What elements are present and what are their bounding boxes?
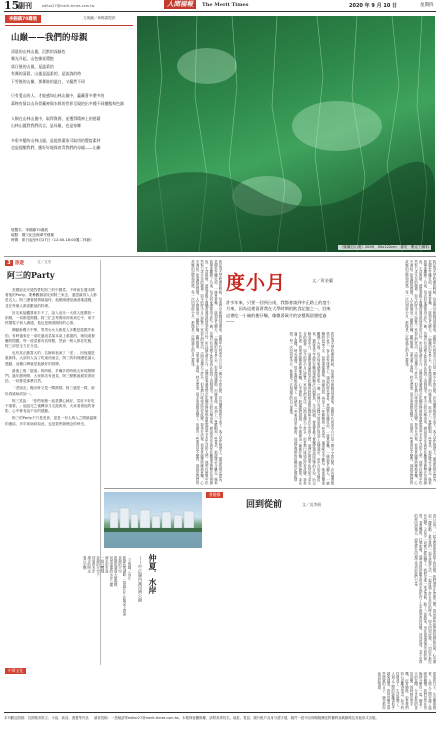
photo-poem-line: 藍綠的湖面大廈倒映 — [113, 556, 118, 587]
skyline-graphic — [104, 492, 202, 548]
main-title: 度小月 — [226, 272, 287, 294]
header-email: editor27@merit-times.com.tw — [42, 4, 95, 8]
poem-top-rule — [5, 25, 133, 26]
poem-line: 也是提醒我們，應好好地保育青我們的母親——山巔 — [11, 145, 101, 151]
poem-line — [11, 85, 131, 92]
main-byline: 文／黃金蘭 — [312, 278, 333, 283]
photo-poem-line: 湖水的時光 — [86, 556, 91, 573]
photo-poem-line: 藍綠色的湖畔 一群群仔仔 在陽光下閃著 — [122, 556, 126, 616]
main-body-right: 我記得大學時期的時候，每逢有空就跑到這裡來，那個年代的度小月只是一間小小的店面，店內擺著幾張小桌子，客人坐在矮凳上，頭頂的燈光昏黃。老闆坐在爐灶前，一邊煮著麵，一邊和客人聊天。一碗麵的份量不多，但是湯頭濃郁，肉燥香甜，再加上一隻鮮蝦和一些香菜，那滋味至今難忘。後來我畢業離開了台南，每次回來總要再去吃一碗，彷彿只有這樣才算是真正回到了這個城市。度小月的名稱由來，據說是早年漁民在颱風季節無法出海捕魚，生活困頓，便挑著擔子賣麵度過這段淡季的月份，所以稱為度小月。這個故事讓我每次吃麵的時候都會想起那些辛苦生活的人們，他們在困境中依然努力求生存的精神。如今的度小月已經是一家知名的老店，店面也擴大了許多，但是那口味始終沒有改變。我坐在店裡，看著老師傅熟練地煮麵，心中湧起一股溫暖的感覺。人生就像這一碗擔仔麵，雖然簡單，卻充滿了滋味。時光流逝，很多事情都改變了，但總有一些東西是不變的，那就是我們對故鄉的記憶和情感。每一次回到度小月，都像是一次與過去的自己重逢。 — [404, 260, 436, 485]
photo-poem-byline: 文與圖／黃正 — [128, 558, 132, 580]
left-paragraph: 最後上幾「甜湯」的時候，多嘴多的時候大家再開開門。過年節時間，大家都各有意見，阿三默默地微笑著收拾，一切都是那麼自然。 — [5, 368, 95, 384]
left-title: 阿三的Party — [7, 270, 55, 280]
mid-section-divider — [104, 488, 436, 489]
poem-line: 山林山嵐對我們而言，是母親，也是家鄉 — [11, 122, 82, 128]
photo-poem-line: 河堤遠處的水岸公園 — [108, 556, 113, 587]
header-weekday: 星期四 — [420, 3, 434, 8]
exhibit-place: 地點：國父紀念館翠亨藝廊 — [11, 233, 55, 237]
photo-image — [104, 492, 202, 548]
header-date: 2020 年 9 月 10 日 — [349, 3, 398, 9]
main-body-mid: 我記得大學時期的時候，每逢有空就跑到這裡來，那個年代的度小月只是一間小小的店面，店內擺著幾張小桌子，客人坐在矮凳上，頭頂的燈光昏黃。老闆坐在爐灶前，一邊煮著麵，一邊和客人聊天。一碗麵的份量不多，但是湯頭濃郁，肉燥香甜，再加上一隻鮮蝦和一些香菜，那滋味至今難忘。後來我畢業離開了台南，每次回來總要再去吃一碗，彷彿只有這樣才算是真正回到了這個城市。度小月的名稱由來，據說是早年漁民在颱風季節無法出海捕魚，生活困頓，便挑著擔子賣麵度過這段淡季的月份，所以稱為度小月。這個故事讓我每次吃麵的時候都會想起那些辛苦生活的人們，他們在困境中依然努力求生存的精神。如今的度小月已經是一家知名的老店，店面也擴大了許多，但是那口味始終沒有改變。我坐在店裡，看著老師傅熟練地煮麵，心中湧起一股溫暖的感覺。人生就像這一碗擔仔麵，雖然簡單，卻充滿了滋味。時光流逝，很多事情都改變了，但總有一些東西是不變的，那就是我們對故鄉的記憶和情感。每一次回到度小月，都像是一次與過去的自己重逢。 — [288, 332, 334, 485]
masthead-en: The Merit Times — [202, 2, 249, 8]
photo-poem-line: 炎熱的天空 — [117, 556, 122, 573]
photo-poem-line: 一群白鷺飛 — [99, 556, 104, 573]
left-tag-num: 3 — [5, 260, 13, 266]
photo-poem-line: 夏日記憶 — [82, 556, 87, 570]
left-paragraph: 美國朋友安德烈愛吃阿三的中國菜，不時會在週末開著他的Party。要參觀個朋友到阿三家去，還認識得人人都是名人。阿三總會熱情地接待，他眼睛總是滿意地遠眺，並在每個人都喜歡他的料理。 — [5, 288, 97, 308]
left-paragraph: 阿三的Party不只是美食，更是一份人與人之間最溫暖的連結，多年來始終如此，也是我們最懷念的時光。 — [5, 416, 97, 426]
poem-lines — [11, 48, 131, 151]
painting-caption: 《綠翼幻山境》2009．50x122cm．書布．壓克力顏料 — [339, 245, 429, 249]
left-paragraph: 好友來接觸我來半不了，說入這末一大堆人進開放一兩樣，一切都很熱鬧。阿三忙去每間房再來到它中，來不停撥電子和人溝通，他也是懷著期待的心情。 — [5, 310, 95, 326]
poem-line: 落日後的山嵐，是溫柔的 — [11, 63, 54, 69]
poem-tag: 李錫鎮70壽展 — [5, 15, 41, 23]
poem-line: 霧光升起，山色綿延環抱 — [11, 56, 54, 62]
poem-line: 人類在山林山嵐中，取得資源，並獲得精神上的慰藉 — [11, 115, 101, 121]
photo-poem-line: 炎熱的天空下 — [95, 556, 100, 577]
masthead: 人間福報 — [164, 0, 196, 9]
footer-info: 本刊歡迎投稿：長期徵求散文、小說、新詩、漫畫等作品 — [4, 716, 89, 720]
right-tag-label: 書藝緣 — [209, 492, 221, 497]
page-number: 15 — [4, 0, 20, 12]
right-byline: 文／吳李娟 — [302, 502, 321, 507]
poem-line: 多彩多變的山林山嵐，是提供畫家可取用的豐富素材 — [11, 137, 101, 143]
exhibit-name: 展覽名：李錫鎮70壽展 — [11, 228, 48, 232]
right-article — [206, 492, 436, 668]
right-body: 春日出外，一起去看看從前留下的回憶，我們漫步在老街之間，看見那些熟悉的招牌和店面，心中湧起一陣感動。當年我們一起在這裡生活，一起度過了許多美好的時光。如今回到這裡，一切似乎都沒有改變，又似乎一切都已經改變了。我們走進一家老茶館，點了一壺熱茶，坐在窗邊看著外面的街景。茶香飄散，往事如煙，那些曾經的歡笑和淚水都化作了心中最珍貴的回憶。回到從前，並不是真的要回到過去，而是要在回憶中找到前進的力量。 — [413, 514, 436, 664]
left-byline: 文／文冬 — [37, 260, 52, 264]
footer — [4, 712, 436, 733]
exhibit-time: 時間：即日起至9月27日（12:00-18:00週二休館） — [11, 238, 94, 242]
right-title: 回到從前 — [246, 500, 283, 510]
poem-line: 下雪後的山巔，那暈眩的溫白，又瘋然不同 — [11, 78, 85, 84]
poem-line: 只有愛山的人，才能感知山林山嵐中，蘊藏著多麼多的 — [11, 93, 105, 99]
left-paragraph: 阿三笑說：「你們來聚一起是開心就好，菜好不好吃不重要。」他說完之後轉身又走進廚房，大家看著他的背影，心中都有說不出的感動。 — [5, 398, 95, 414]
left-tag: 旅遊 — [15, 261, 24, 266]
poem-line: 有霧的清晨，山嵐是溫柔的，是流淌的時 — [11, 71, 82, 77]
section-name: 副刊 — [18, 2, 32, 10]
poem-line — [11, 107, 131, 114]
left-paragraph: 「老朋友」搬出時又是一陣熱情。阿三還是一樣，那份真誠始終如一。 — [5, 386, 95, 396]
footer-note: 讀者投稿：一投稿請寄editor27@merit-times.com.tw，本報保留刪修權，請附真實姓名、地址、電話、銀行帳戶及身分證字號，稿件一經刊出即贈稿酬並附權利登載網路及其他形式出版。 — [94, 716, 379, 720]
poem-line — [11, 129, 131, 136]
top-section-divider — [4, 256, 436, 257]
poem-column — [5, 15, 133, 253]
left-paragraph: 也有其正動嘗大的，名師和表演了「老」，回他還是重新排。大部份人為了吃東西而去，阿三的料理總是讓人感動，這種口碑就是他最好的招牌。 — [5, 351, 95, 366]
photo-poem-line: 仲夏的水岸 — [91, 556, 96, 573]
bottom-left-tag-label: 中華文化 — [8, 668, 24, 673]
poem-line: 清晨的山林山嵐，沉默的深綠色 — [11, 49, 66, 54]
photo-poem — [82, 492, 202, 668]
main-lead: 許多年來，只要一回到台南，我都會請到中正路上的度小月來，因為這裡留著我在大學時期的飲食記憶之一，回來這裡吃一小碗的擔仔麵，像微著歲月的安穩與留戀度過—— — [226, 300, 331, 325]
photo-poem-subtitle: ——中正湖內湖河濱公園 — [138, 556, 143, 603]
photo-poem-line: 濱水的步道 — [104, 556, 109, 573]
main-body-left: 我記得大學時期的時候，每逢有空就跑到這裡來，那個年代的度小月只是一間小小的店面，店內擺著幾張小桌子，客人坐在矮凳上，頭頂的燈光昏黃。老闆坐在爐灶前，一邊煮著麵，一邊和客人聊天。一碗麵的份量不多，但是湯頭濃郁，肉燥香甜，再加上一隻鮮蝦和一些香菜，那滋味至今難忘。後來我畢業離開了台南，每次回來總要再去吃一碗，彷彿只有這樣才算是真正回到了這個城市。度小月的名稱由來，據說是早年漁民在颱風季節無法出海捕魚，生活困頓，便挑著擔子賣麵度過這段淡季的月份，所以稱為度小月。這個故事讓我每次吃麵的時候都會想起那些辛苦生活的人們，他們在困境中依然努力求生存的精神。如今的度小月已經是一家知名的老店，店面也擴大了許多，但是那口味始終沒有改變。我坐在店裡，看著老師傅熟練地煮麵，心中湧起一股溫暖的感覺。人生就像這一碗擔仔麵，雖然簡單，卻充滿了滋味。時光流逝，很多事情都改變了，但總有一些東西是不變的，那就是我們對故鄉的記憶和情感。每一次回到度小月，都像是一次與過去的自己重逢。 — [190, 260, 222, 485]
painting-image — [137, 16, 435, 252]
poem-byline: 文與圖／章楊書提供 — [83, 16, 116, 20]
poem-title: 山巔——我們的母親 — [11, 33, 88, 43]
exhibit-box — [11, 228, 131, 243]
poem-line: 萬物有情以山為骨藏神與水經的世界呈現的出多種不同種態和色調 — [11, 100, 124, 106]
photo-poem-title: 仲夏．水岸 — [148, 554, 158, 594]
main-article — [104, 260, 436, 485]
right-tag — [206, 492, 223, 498]
bottom-article-body: 從前的日子，生活簡單樸實，人與人之間充滿了溫暖和關懷。我們常常在傍晚時分聚在一起，聊著一天的見聞，分享彼此的喜怒哀樂。那時候沒有手機，沒有網路，但是我們的心卻離得很近。如今科技發達了，生活便利了，人與人之間的距離卻似乎越來越遠。我常常懷念那些簡單的日子，懷念那份純真的情感。 — [376, 672, 436, 710]
painting-texture — [137, 16, 435, 252]
page-header — [4, 0, 436, 12]
left-paragraph: 卿動新聞天中華，男男女女大都是人多數是從國外來的。有時過來在一桌吃過這菜原本桌上重複的，就知道餐廳的問題。每一道菜都有其特點，然而一般人都在吃飯，阿三卻是全力在分送。 — [5, 328, 95, 349]
bottom-left-tag — [5, 668, 26, 674]
photo-poem-lines — [82, 556, 126, 666]
